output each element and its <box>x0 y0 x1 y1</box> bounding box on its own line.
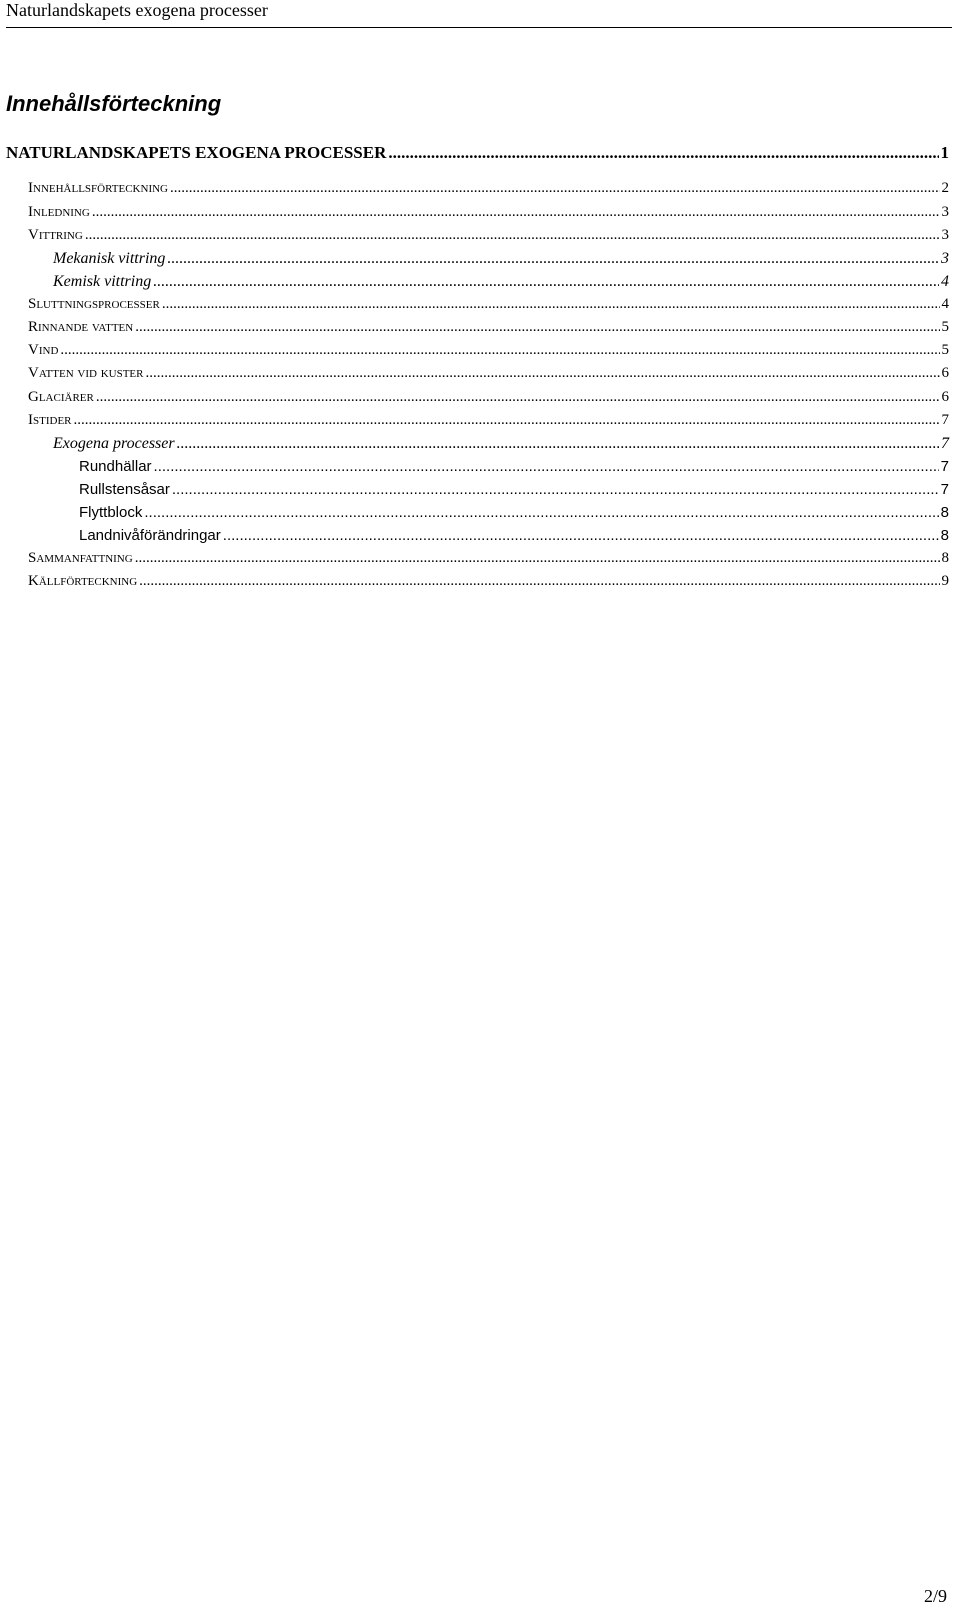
toc-entry[interactable] <box>28 227 949 244</box>
toc-entry-page: 5 <box>941 342 949 358</box>
toc-entry-page: 3 <box>941 250 949 267</box>
toc-leader <box>135 550 940 567</box>
toc-entry-label: Innehållsförteckning <box>28 180 168 196</box>
toc-leader <box>223 527 939 544</box>
toc-entry-label: Vatten vid kuster <box>28 365 144 381</box>
running-header: Naturlandskapets exogena processer <box>6 0 268 20</box>
toc-entry[interactable] <box>28 204 949 221</box>
toc-leader <box>146 365 940 382</box>
toc-entry[interactable] <box>79 504 949 521</box>
toc-entry-page: 3 <box>941 204 949 220</box>
toc-entry-label: Landnivåförändringar <box>79 527 221 544</box>
toc-entry-label: Mekanisk vittring <box>53 250 166 267</box>
toc-entry[interactable] <box>53 435 949 453</box>
toc-entry[interactable] <box>28 296 949 313</box>
toc-leader <box>85 227 940 244</box>
toc-leader <box>139 573 939 590</box>
toc-entry-page: 6 <box>941 389 949 405</box>
toc-leader <box>172 481 939 498</box>
page-number: 2/9 <box>923 1586 947 1606</box>
toc-entry[interactable] <box>28 319 949 336</box>
toc-entry[interactable] <box>28 342 949 359</box>
toc-leader <box>74 412 940 429</box>
toc-entry[interactable] <box>28 550 949 567</box>
toc-entry-page: 2 <box>941 180 949 196</box>
toc-entry-label: Inledning <box>28 204 90 220</box>
toc-entry[interactable] <box>28 180 949 197</box>
toc-entry[interactable] <box>79 481 949 498</box>
toc-entry-page: 8 <box>940 527 949 544</box>
toc-leader <box>144 504 938 521</box>
toc-entry-page: 8 <box>941 550 949 566</box>
toc-entry-label: Rundhällar <box>79 458 152 475</box>
toc-leader <box>92 204 940 221</box>
toc-entry-page: 1 <box>940 143 949 162</box>
toc-leader <box>153 273 939 291</box>
toc-entry[interactable] <box>53 273 949 291</box>
toc-leader <box>177 435 939 453</box>
toc-entry[interactable] <box>79 527 949 544</box>
toc-entry-label: Vind <box>28 342 59 358</box>
toc-entry[interactable] <box>28 412 949 429</box>
toc-entry-page: 9 <box>941 573 949 589</box>
toc-entry-page: 7 <box>941 412 949 428</box>
toc-leader <box>135 319 939 336</box>
toc-entry[interactable] <box>28 389 949 406</box>
toc-entry-page: 6 <box>941 365 949 381</box>
toc-entry[interactable] <box>28 573 949 590</box>
toc-leader <box>170 180 940 197</box>
toc-entry-page: 8 <box>940 504 949 521</box>
toc-entry-label: Sluttningsprocesser <box>28 296 160 312</box>
toc-entry[interactable] <box>53 250 949 268</box>
toc-entry-label: Flyttblock <box>79 504 143 521</box>
toc-leader <box>388 143 938 163</box>
toc-leader <box>96 389 940 406</box>
toc-entry[interactable] <box>79 458 949 475</box>
toc-entry[interactable] <box>6 143 949 163</box>
toc-entry-page: 7 <box>940 481 949 498</box>
toc-entry-label: Kemisk vittring <box>53 273 152 290</box>
toc-leader <box>162 296 940 313</box>
toc-entry-page: 4 <box>941 296 949 312</box>
toc-entry-page: 4 <box>941 273 949 290</box>
toc-entry-page: 3 <box>941 227 949 243</box>
toc-entry-label: Exogena processer <box>53 435 175 452</box>
toc-leader <box>167 250 939 268</box>
toc-entry-label: Sammanfattning <box>28 550 133 566</box>
toc-entry-label: Glaciärer <box>28 389 94 405</box>
toc-leader <box>60 342 939 359</box>
toc-entry-label: Källförteckning <box>28 573 138 589</box>
toc-entry-label: Istider <box>28 412 72 428</box>
toc-entry[interactable] <box>28 365 949 382</box>
header-rule <box>6 27 952 28</box>
toc-entry-page: 5 <box>941 319 949 335</box>
toc-title: Innehållsförteckning <box>6 91 222 116</box>
toc-entry-label: Rullstensåsar <box>79 481 170 498</box>
toc-leader <box>154 458 939 475</box>
toc-entry-page: 7 <box>940 458 949 475</box>
toc-entry-page: 7 <box>941 435 949 452</box>
toc-entry-label: NATURLANDSKAPETS EXOGENA PROCESSER <box>6 143 387 162</box>
toc-entry-label: Vittring <box>28 227 83 243</box>
toc-entry-label: Rinnande vatten <box>28 319 134 335</box>
